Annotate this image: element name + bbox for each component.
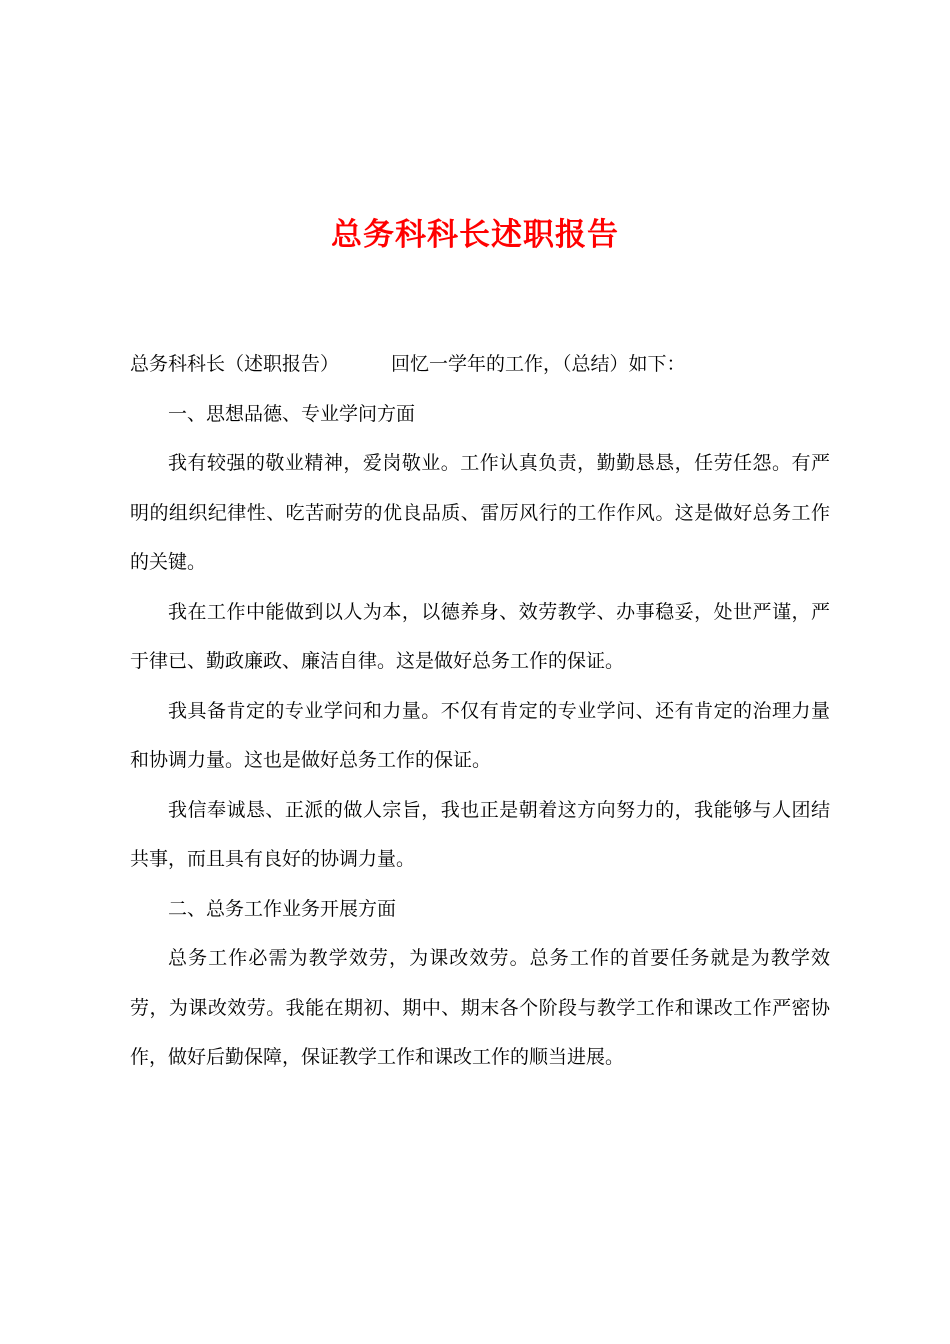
section-heading-2: 二、总务工作业务开展方面	[168, 897, 397, 920]
paragraph: 我在工作中能做到以人为本，以德养身、效劳教学、办事稳妥，处世严谨，严于律已、勤政廉政、廉洁自律。这是做好总务工作的保证。	[130, 600, 830, 672]
paragraph: 我有较强的敬业精神，爱岗敬业。工作认真负责，勤勤恳恳，任劳任怨。有严明的组织纪律性、吃苦耐劳的优良品质、雷厉风行的工作作风。这是做好总务工作的关键。	[130, 452, 830, 573]
intro-left: 总务科科长（述职报告）	[130, 353, 340, 375]
section-heading-1: 一、思想品德、专业学问方面	[168, 402, 416, 425]
document-body	[130, 340, 830, 1083]
paragraph: 我信奉诚恳、正派的做人宗旨，我也正是朝着这方向努力的，我能够与人团结共事，而且具有良好的协调力量。	[130, 798, 830, 870]
paragraph: 我具备肯定的专业学问和力量。不仅有肯定的专业学问、还有肯定的治理力量和协调力量。这也是做好总务工作的保证。	[130, 699, 830, 771]
intro-right: 回忆一学年的工作，（总结）如下：	[391, 353, 686, 375]
intro-line	[130, 340, 830, 390]
paragraph: 总务工作必需为教学效劳，为课改效劳。总务工作的首要任务就是为教学效劳，为课改效劳。我能在期初、期中、期末各个阶段与教学工作和课改工作严密协作，做好后勤保障，保证教学工作和课改工作的顺当进展。	[130, 947, 830, 1068]
document-title: 总务科科长述职报告	[331, 217, 619, 253]
